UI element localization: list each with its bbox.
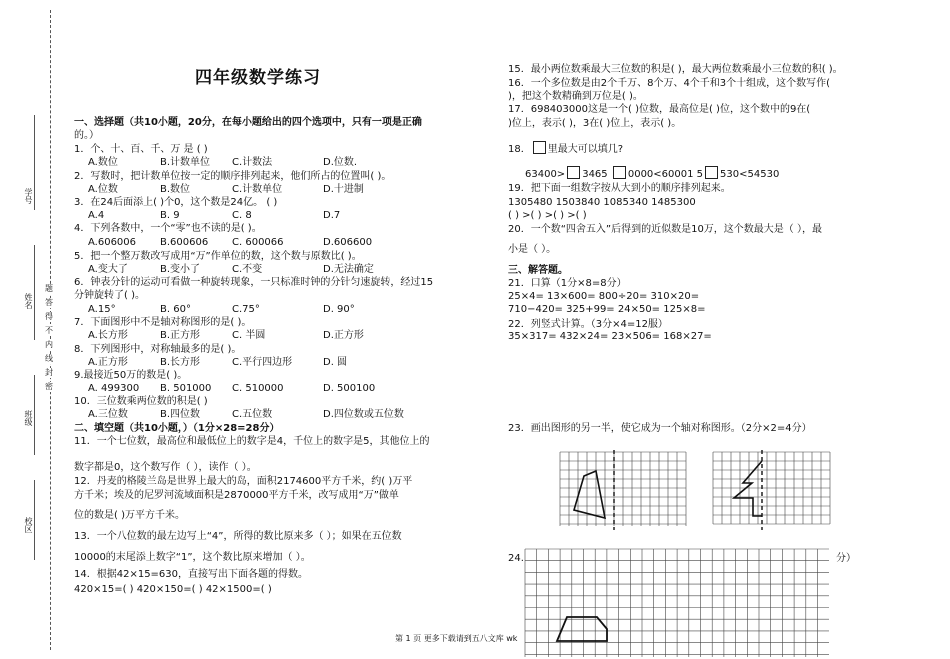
text-line: 420×15=( ) 420×150=( ) 42×1500=( ) <box>74 584 272 595</box>
text-line: 10．三位数乘两位数的积是( ) <box>74 396 208 407</box>
text-line: 9.最接近50万的数是( )。 <box>74 370 188 381</box>
option: A. 499300 <box>88 383 140 394</box>
option: A.正方形 <box>88 357 128 368</box>
binding-label: 学号 <box>24 188 33 204</box>
option: C.计数单位 <box>232 184 283 195</box>
option: A.4 <box>88 210 105 221</box>
grid-figure-1 <box>560 452 690 528</box>
option: D.7 <box>323 210 341 221</box>
option: D.十进制 <box>323 184 364 195</box>
option: A.变大了 <box>88 264 128 275</box>
binding-label: 校区 <box>24 517 33 533</box>
text-line: 8．下列图形中，对称轴最多的是( )。 <box>74 344 242 355</box>
text-line: 1305480 1503840 1085340 1485300 <box>508 197 696 208</box>
option: C.平行四边形 <box>232 357 293 368</box>
text-line: 7．下面图形中不是轴对称图形的是( )。 <box>74 317 252 328</box>
text-line: 3．在24后面添上( )个0，这个数是24亿。 ( ) <box>74 197 278 208</box>
fill-box <box>533 141 546 154</box>
text-line: 1．个、十、百、千、万 是 ( ) <box>74 144 208 155</box>
text-line: 710−420= 325+99= 24×50= 125×8= <box>508 304 706 315</box>
option: A.15° <box>88 304 116 315</box>
field-line <box>34 245 35 340</box>
option: C.计数法 <box>232 157 273 168</box>
text-line: 15．最小两位数乘最大三位数的积是( )，最大两位数乘最小三位数的积( )。 <box>508 64 843 75</box>
option: B.变小了 <box>160 264 201 275</box>
option: B. 501000 <box>160 383 212 394</box>
text-line: 一、选择题（共10小题，20分，在每小题给出的四个选项中，只有一项是正确 <box>74 117 422 128</box>
text-line: 分） <box>836 553 856 564</box>
footer: 第 1 页 更多下载请到五八文库 wk <box>395 634 518 643</box>
text-line: 10000的末尾添上数字“1”，这个数比原来增加（ ）。 <box>74 552 311 563</box>
text-line: 18． 里最大可以填几? <box>508 141 623 156</box>
option: D.正方形 <box>323 330 364 341</box>
text-line: 20．一个数“四舍五入”后得到的近似数是10万，这个数最大是（ ），最 <box>508 224 822 235</box>
option: A.位数 <box>88 184 118 195</box>
option: A.长方形 <box>88 330 128 341</box>
option: C. 600066 <box>232 237 284 248</box>
option: D. 圆 <box>323 357 348 368</box>
field-line <box>34 115 35 210</box>
fill-box <box>567 166 580 179</box>
page-title: 四年级数学练习 <box>195 68 321 88</box>
text-line: 数字都是0，这个数写作（ ），读作（ ）。 <box>74 462 257 473</box>
text-line: 小是（ ）。 <box>508 244 557 255</box>
fill-box <box>705 166 718 179</box>
option: A.数位 <box>88 157 118 168</box>
seal-char: 密 <box>45 382 53 391</box>
text-line: 13．一个八位数的最左边写上“4”，所得的数比原来多（ ）；如果在五位数 <box>74 531 402 542</box>
text-line: 12．丹麦的格陵兰岛是世界上最大的岛，面积2174600平方千米，约( )万平 <box>74 476 413 487</box>
text-line: 16．一个多位数是由2个千万、8个万、4个千和3个十组成，这个数写作( <box>508 78 831 89</box>
binding-label: 班级 <box>24 410 33 426</box>
text-line: 25×4= 13×600= 800÷20= 310×20= <box>508 291 700 302</box>
option: B. 9 <box>160 210 180 221</box>
field-line <box>34 480 35 560</box>
option: C.75° <box>232 304 260 315</box>
text-line: 11．一个七位数，最高位和最低位上的数字是4，千位上的数字是5，其他位上的 <box>74 436 430 447</box>
text-line: 二、填空题（共10小题，）（1分×28=28分） <box>74 423 280 434</box>
option: D.无法确定 <box>323 264 374 275</box>
text-line: 17．698403000这是一个( )位数，最高位是( )位，这个数中的9在( <box>508 104 811 115</box>
option: D.位数. <box>323 157 358 168</box>
option: A.三位数 <box>88 409 128 420</box>
option: A.606006 <box>88 237 137 248</box>
option: B. 60° <box>160 304 191 315</box>
seal-char: 得 <box>45 312 53 321</box>
text-line: 6．钟表分针的运动可看做一种旋转现象，一只标准时钟的分针匀速旋转，经过15 <box>74 277 434 288</box>
text-line: 14．根据42×15=630，直接写出下面各题的得数。 <box>74 569 309 580</box>
option: D.606600 <box>323 237 373 248</box>
text-line: 的。） <box>74 130 99 141</box>
text-line: 23．画出图形的另一半，使它成为一个轴对称图形。（2分×2=4分） <box>508 423 812 434</box>
fill-box <box>613 166 626 179</box>
option: C. 8 <box>232 210 252 221</box>
text-line: )位上，表示( )，3在( )位上，表示( )。 <box>508 118 682 129</box>
grid-figure-2 <box>713 452 833 528</box>
option: B.计数单位 <box>160 157 211 168</box>
option: C. 半圆 <box>232 330 266 341</box>
option: B.长方形 <box>160 357 201 368</box>
text-line: )，把这个数精确到万位是( )。 <box>508 91 643 102</box>
text-line: 方千米；埃及的尼罗河流域面积是2870000平方千米，改写成用“万”做单 <box>74 490 399 501</box>
option: D. 500100 <box>323 383 376 394</box>
option: C.五位数 <box>232 409 273 420</box>
text-line: 2．写数时，把计数单位按一定的顺序排列起来，他们所占的位置叫( )。 <box>74 171 392 182</box>
option: B.正方形 <box>160 330 201 341</box>
text-line: 24. <box>508 553 524 564</box>
option: B.数位 <box>160 184 191 195</box>
text-line: 4．下列各数中，一个“零”也不读的是( )。 <box>74 223 262 234</box>
text-line: 21．口算（1分×8=8分） <box>508 278 627 289</box>
option: D. 90° <box>323 304 355 315</box>
text-line: ( ) >( ) >( ) >( ) <box>508 210 587 221</box>
text-line: 分钟旋转了( )。 <box>74 290 145 301</box>
option: C. 510000 <box>232 383 284 394</box>
seal-char: 答 <box>45 298 53 307</box>
option: C.不变 <box>232 264 263 275</box>
text-line: 位的数是( )万平方千米。 <box>74 510 185 521</box>
seal-char: 线 <box>45 354 53 363</box>
seal-char: 封 <box>45 368 53 377</box>
text-line: 35×317= 432×24= 23×506= 168×27= <box>508 331 712 342</box>
text-line: 22．列竖式计算。（3分×4=12服） <box>508 319 668 330</box>
text-line: 19．把下面一组数字按从大到小的顺序排列起来。 <box>508 183 731 194</box>
text-line: 63400> 3465 0000<60001 5 530<54530 <box>525 166 779 181</box>
field-line <box>34 375 35 455</box>
text-line: 三、解答题。 <box>508 265 568 276</box>
option: B.四位数 <box>160 409 201 420</box>
grid-figure-3 <box>525 549 832 659</box>
seal-char: 内 <box>45 340 53 349</box>
seal-char: 题 <box>45 284 53 293</box>
text-line: 5．把一个整万数改写成用“万”作单位的数，这个数与原数比( )。 <box>74 251 362 262</box>
binding-label: 姓名 <box>24 293 33 309</box>
seal-char: 不 <box>45 326 53 335</box>
option: D.四位数或五位数 <box>323 409 404 420</box>
option: B.600606 <box>160 237 209 248</box>
